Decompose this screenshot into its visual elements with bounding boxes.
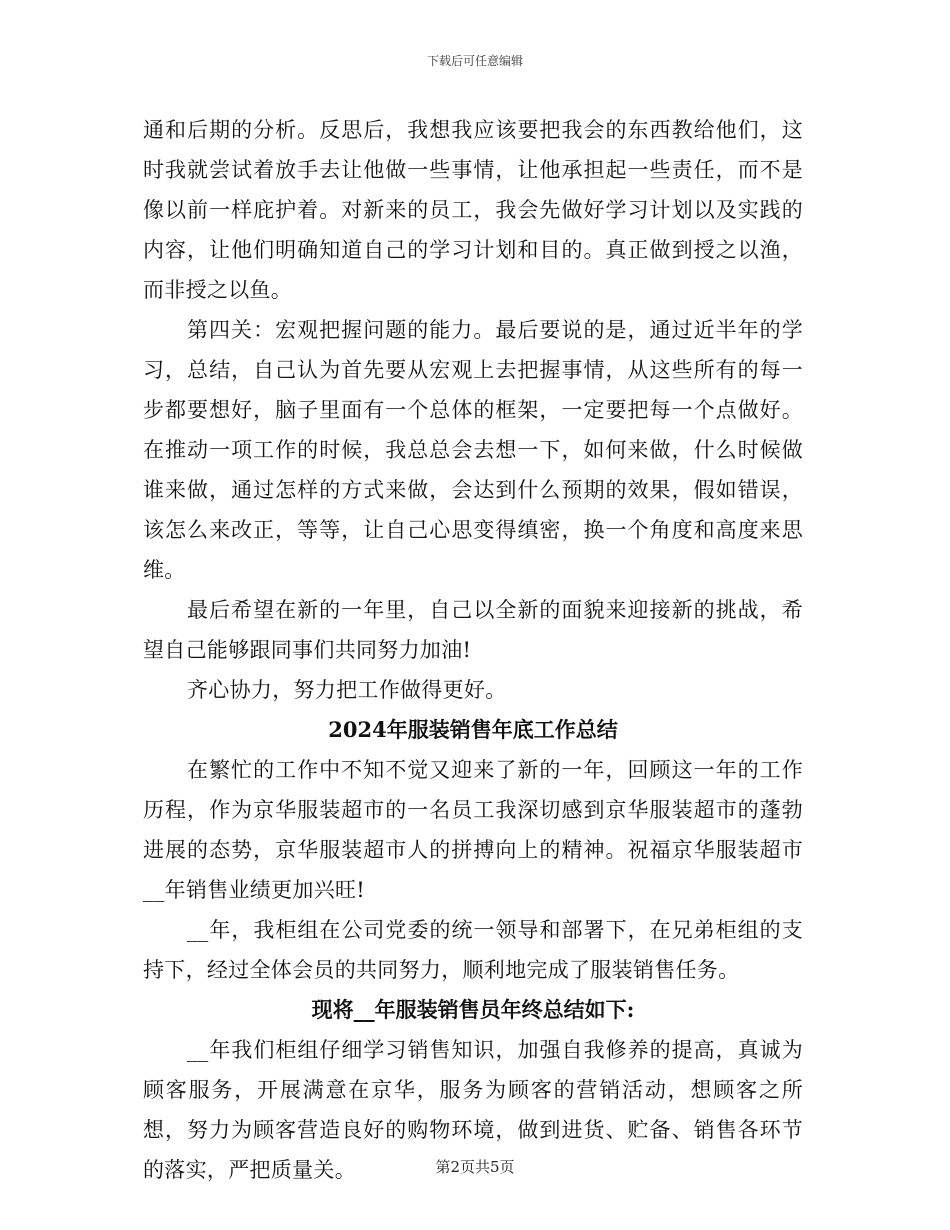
paragraph-learning: __年我们柜组仔细学习销售知识，加强自我修养的提高，真诚为顾客服务，开展满意在京华，服务为顾客的营销活动，想顾客之所想，努力为顾客营造良好的购物环境，做到进货、贮备、销售各环节的落实，严把质量关。 [143, 1038, 803, 1182]
document-body [143, 110, 803, 1190]
paragraph-achievement: __年，我柜组在公司党委的统一领导和部署下，在兄弟柜组的支持下，经过全体会员的共同努力，顺利地完成了服装销售任务。 [143, 918, 803, 982]
paragraph-continuation: 通和后期的分析。反思后，我想我应该要把我会的东西教给他们，这时我就尝试着放手去让他做一些事情，让他承担起一些责任，而不是像以前一样庇护着。对新来的员工，我会先做好学习计划以及实践的内容，让他们明确知道自己的学习计划和目的。真正做到授之以渔，而非授之以鱼。 [143, 118, 803, 302]
page-number: 第2页共5页 [435, 1158, 515, 1176]
paragraph-closing: 齐心协力，努力把工作做得更好。 [187, 678, 507, 702]
page-header-note: 下载后可任意编辑 [426, 54, 523, 68]
section-title: 2024年服装销售年底工作总结 [328, 717, 618, 742]
paragraph-intro: 在繁忙的工作中不知不觉又迎来了新的一年，回顾这一年的工作历程，作为京华服装超市的一名员工我深切感到京华服装超市的蓬勃进展的态势，京华服装超市人的拼搏向上的精神。祝福京华服装超市__年销售业绩更加兴旺! [143, 758, 803, 902]
section-subtitle: 现将__年服装销售员年终总结如下: [311, 997, 635, 1022]
paragraph-fourth-level: 第四关：宏观把握问题的能力。最后要说的是，通过近半年的学习，总结，自己认为首先要从宏观上去把握事情，从这些所有的每一步都要想好，脑子里面有一个总体的框架，一定要把每一个点做好。在推动一项工作的时候，我总总会去想一下，如何来做，什么时候做谁来做，通过怎样的方式来做，会达到什么预期的效果，假如错误，该怎么来改正，等等，让自己心思变得缜密，换一个角度和高度来思维。 [143, 318, 803, 582]
paragraph-hope: 最后希望在新的一年里，自己以全新的面貌来迎接新的挑战，希望自己能够跟同事们共同努力加油! [143, 598, 803, 662]
